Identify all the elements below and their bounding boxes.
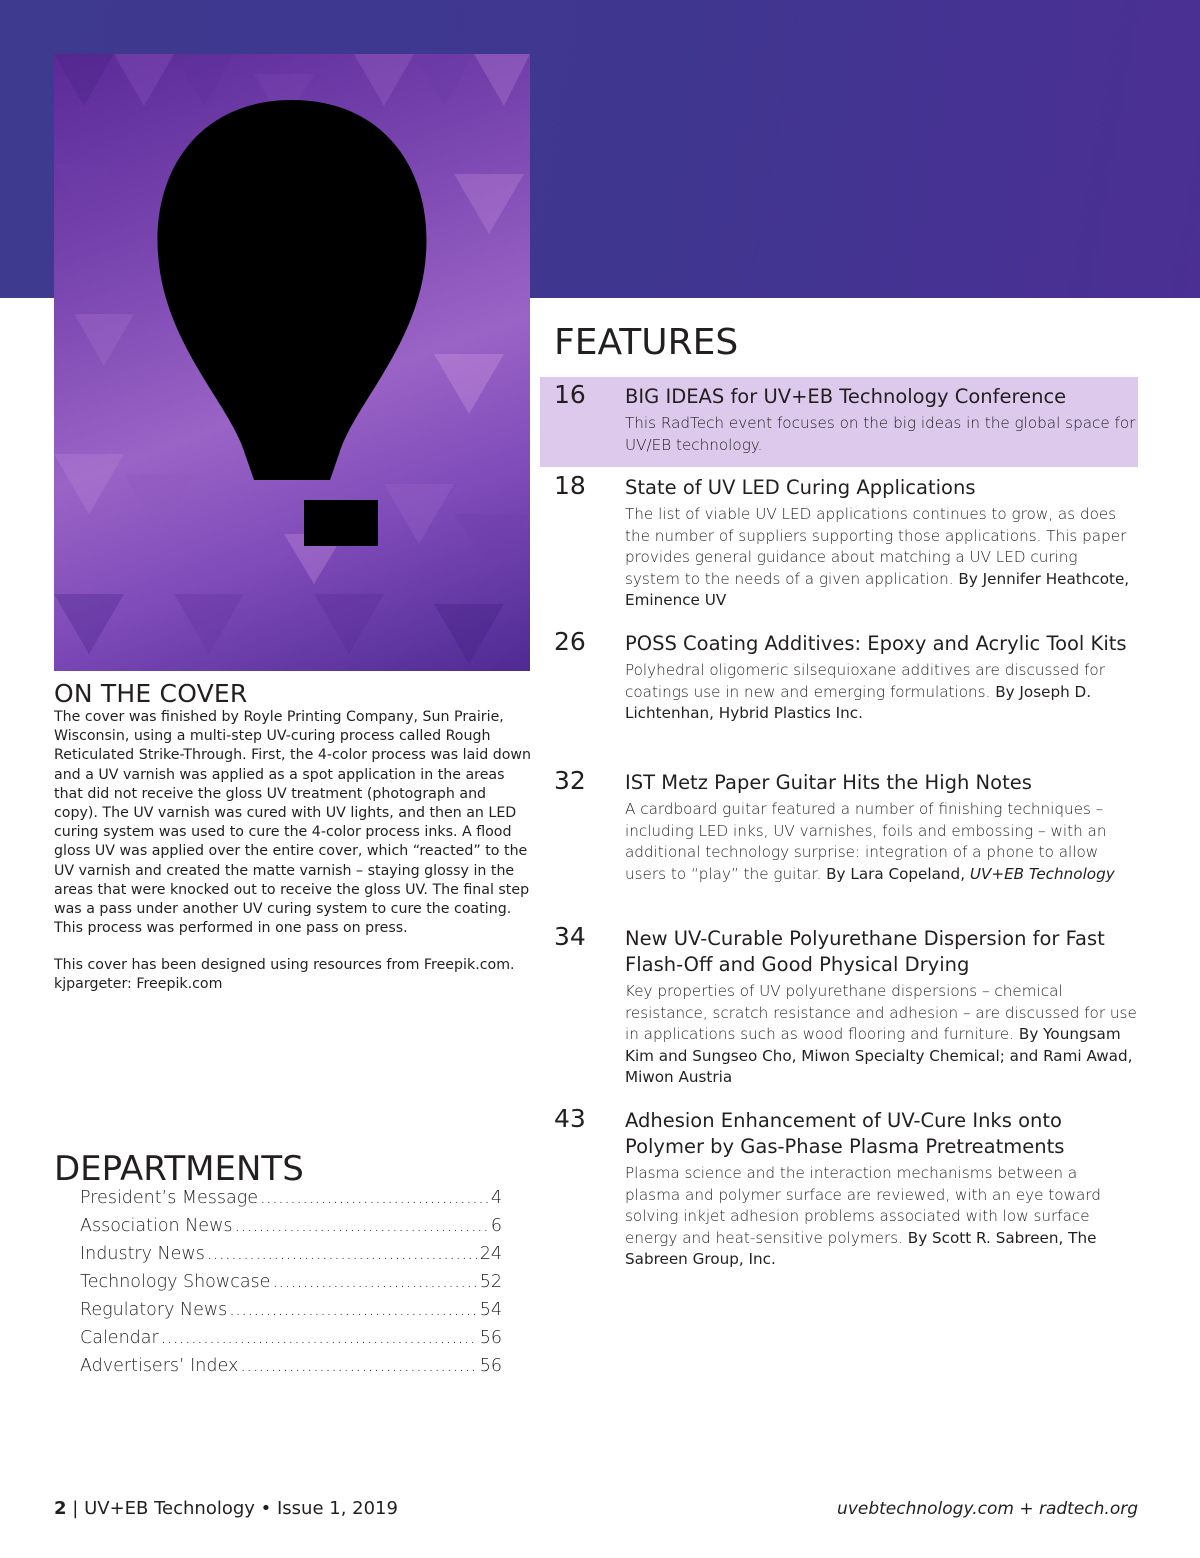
feature-byline: By Jennifer Heathcote, Eminence UV <box>625 569 1130 609</box>
leader-dots <box>161 1328 478 1348</box>
department-page: 24 <box>479 1244 502 1264</box>
feature-description <box>625 413 1137 456</box>
feature-body <box>625 631 1137 725</box>
feature-body <box>625 475 1137 612</box>
feature-page: 26 <box>554 627 586 656</box>
feature-summary: Plasma science and the interaction mechanisms between a plasma and polymer surface are reviewed, with an eye toward solving inkjet adhesion problems associated with low surface energy and heat-sensitive polymers. <box>625 1164 1101 1247</box>
feature-byline: By Joseph D. Lichtenhan, Hybrid Plastics Inc. <box>625 682 1092 722</box>
department-page: 4 <box>490 1188 502 1208</box>
department-label: Advertisers’ Index <box>80 1356 239 1376</box>
cover-description: The cover was finished by Royle Printing Company, Sun Prairie, Wisconsin, using a multi-step UV-curing process called Rough Reticulated Strike-Through. First, the 4-color process was laid down and a UV varnish was applied as a spot application in the areas that did not receive the gloss UV treatment (photograph and copy). The UV varnish was cured with UV lights, and then an LED curing system was used to cure the 4-color process inks. A flood gloss UV was applied over the entire cover, which “reacted” to the UV varnish and created the matte varnish – staying glossy in the areas that were knocked out to receive the gloss UV. The final step was a pass under another UV curing system to cure the coating. This process was performed in one pass on press. <box>54 709 532 937</box>
leader-dots <box>229 1300 477 1320</box>
department-label: Regulatory News <box>80 1300 228 1320</box>
feature-title[interactable]: New UV-Curable Polyurethane Dispersion for Fast Flash-Off and Good Physical Drying <box>625 927 1105 976</box>
departments-heading: DEPARTMENTS <box>54 1149 304 1189</box>
footer-publication <box>54 1497 398 1521</box>
department-item[interactable] <box>80 1188 502 1216</box>
department-page: 6 <box>490 1216 502 1236</box>
balloon-envelope <box>157 100 426 480</box>
feature-description <box>625 660 1137 725</box>
feature-body <box>625 384 1137 456</box>
feature-summary: The list of viable UV LED applications continues to grow, as does the number of suppliers supporting those applications. This paper provides general guidance about matching a UV LED curing system to the needs of a given application. <box>625 505 1127 588</box>
feature-description <box>625 981 1137 1089</box>
department-item[interactable] <box>80 1244 502 1272</box>
cover-credit <box>54 956 532 994</box>
department-item[interactable] <box>80 1216 502 1244</box>
feature-summary: This RadTech event focuses on the big ideas in the global space for UV/EB technology. <box>625 414 1136 454</box>
leader-dots <box>207 1244 478 1264</box>
feature-page: 32 <box>554 766 586 795</box>
feature-description <box>625 799 1137 885</box>
leader-dots <box>260 1188 489 1208</box>
feature-title[interactable]: IST Metz Paper Guitar Hits the High Notes <box>625 771 1032 794</box>
leader-dots <box>240 1356 477 1376</box>
department-page: 56 <box>479 1356 502 1376</box>
feature-title[interactable]: State of UV LED Curing Applications <box>625 476 976 499</box>
feature-summary: Key properties of UV polyurethane dispersions – chemical resistance, scratch resistance and adhesion – are discussed for use in applications such as wood flooring and furniture. <box>625 982 1137 1043</box>
feature-title[interactable]: Adhesion Enhancement of UV-Cure Inks onto Polymer by Gas-Phase Plasma Pretreatments <box>625 1109 1065 1158</box>
department-label: Association News <box>80 1216 233 1236</box>
department-label: Calendar <box>80 1328 159 1348</box>
department-item[interactable] <box>80 1356 502 1384</box>
cover-credit-line: kjpargeter: Freepik.com <box>54 976 223 993</box>
feature-body <box>625 926 1137 1089</box>
cover-heading: ON THE COVER <box>54 679 248 708</box>
departments-list <box>80 1188 502 1384</box>
cover-image <box>54 54 530 671</box>
department-page: 54 <box>479 1300 502 1320</box>
features-heading: FEATURES <box>554 322 739 363</box>
leader-dots <box>272 1272 477 1292</box>
feature-byline-publication: UV+EB Technology <box>969 864 1115 883</box>
department-label: Industry News <box>80 1244 205 1264</box>
feature-title[interactable]: BIG IDEAS for UV+EB Technology Conference <box>625 385 1067 408</box>
feature-body <box>625 1108 1137 1271</box>
balloon-basket <box>304 500 378 546</box>
department-item[interactable] <box>80 1328 502 1356</box>
feature-summary: A cardboard guitar featured a number of finishing techniques – including LED inks, UV varnishes, foils and embossing – with an additional technology surprise: integration of a phone to allow users to “play” the guitar. <box>625 800 1107 883</box>
feature-byline: By Lara Copeland, <box>826 864 970 883</box>
footer-separator: | <box>72 1498 79 1519</box>
leader-dots <box>235 1216 489 1236</box>
feature-byline: By Scott R. Sabreen, The Sabreen Group, Inc. <box>625 1228 1097 1268</box>
feature-byline: By Youngsam Kim and Sungseo Cho, Miwon Specialty Chemical; and Rami Awad, Miwon Austria <box>625 1025 1133 1086</box>
footer-websites[interactable]: uvebtechnology.com + radtech.org <box>837 1499 1138 1519</box>
feature-page: 18 <box>554 471 586 500</box>
feature-title[interactable]: POSS Coating Additives: Epoxy and Acrylic Tool Kits <box>625 632 1127 655</box>
department-item[interactable] <box>80 1300 502 1328</box>
department-page: 52 <box>479 1272 502 1292</box>
publication-name: UV+EB Technology • Issue 1, 2019 <box>84 1498 398 1519</box>
department-label: President’s Message <box>80 1188 258 1208</box>
feature-page: 16 <box>554 380 586 409</box>
department-item[interactable] <box>80 1272 502 1300</box>
page-number: 2 <box>54 1498 67 1519</box>
department-label: Technology Showcase <box>80 1272 271 1292</box>
feature-page: 43 <box>554 1104 586 1133</box>
feature-summary: Polyhedral oligomeric silsequioxane additives are discussed for coatings use in new and emerging formulations. <box>625 661 1105 701</box>
feature-description <box>625 504 1137 612</box>
feature-body <box>625 770 1137 885</box>
cover-credit-line: This cover has been designed using resources from Freepik.com. <box>54 957 515 973</box>
department-page: 56 <box>479 1328 502 1348</box>
feature-page: 34 <box>554 922 586 951</box>
feature-description <box>625 1163 1137 1271</box>
